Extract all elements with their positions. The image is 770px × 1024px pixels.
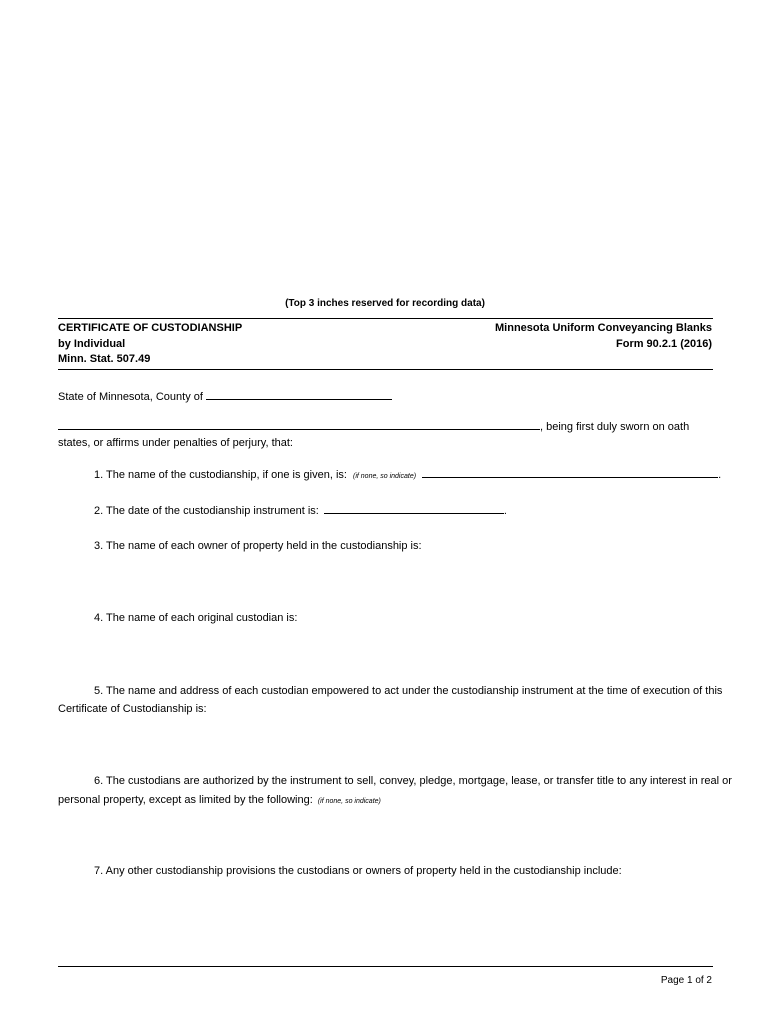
item-6-line-1: 6. The custodians are authorized by the instrument to sell, convey, pledge, mortgage, lease, or transfer title to any interest in real or — [94, 775, 732, 787]
item-1 — [94, 467, 721, 481]
affiant-name-field[interactable] — [58, 419, 540, 430]
item-5-line-2: Certificate of Custodianship is: — [58, 703, 207, 715]
item-1-end: . — [718, 469, 722, 481]
header-top-rule — [58, 318, 713, 319]
states-text: states, or affirms under penalties of perjury, that: — [58, 437, 293, 449]
item-7-text: 7. Any other custodianship provisions the custodians or owners of property held in the custodianship include: — [94, 865, 622, 877]
custodianship-name-field[interactable] — [422, 467, 718, 478]
header-bottom-rule — [58, 369, 713, 370]
item-6-hint: (if none, so indicate) — [317, 798, 381, 805]
item-4-text: 4. The name of each original custodian is: — [94, 612, 298, 624]
item-1-hint: (if none, so indicate) — [353, 473, 417, 480]
blanks-title: Minnesota Uniform Conveyancing Blanks — [495, 322, 712, 334]
item-6-line-2-wrap — [58, 794, 381, 806]
item-6-line-2: personal property, except as limited by the following: — [58, 794, 313, 806]
item-5-line-1: 5. The name and address of each custodian empowered to act under the custodianship instrument at the time of execution of this — [94, 685, 723, 697]
item-2 — [94, 503, 507, 517]
sworn-text: , being first duly sworn on oath — [540, 421, 690, 433]
instrument-date-field[interactable] — [324, 503, 504, 514]
item-1-text: 1. The name of the custodianship, if one is given, is: — [94, 469, 347, 481]
form-subtitle: by Individual — [58, 338, 126, 350]
footer-rule — [58, 966, 713, 967]
county-label: State of Minnesota, County of — [58, 391, 203, 403]
recording-note: (Top 3 inches reserved for recording data) — [285, 298, 485, 309]
form-number: Form 90.2.1 (2016) — [616, 338, 712, 350]
item-3-text: 3. The name of each owner of property held in the custodianship is: — [94, 540, 422, 552]
county-line — [58, 389, 392, 403]
item-2-end: . — [503, 505, 507, 517]
county-field[interactable] — [206, 389, 392, 400]
affiant-line — [58, 419, 689, 433]
page-number: Page 1 of 2 — [660, 975, 712, 986]
item-2-text: 2. The date of the custodianship instrument is: — [94, 505, 319, 517]
statute-reference: Minn. Stat. 507.49 — [58, 353, 151, 365]
form-title: CERTIFICATE OF CUSTODIANSHIP — [58, 322, 243, 334]
